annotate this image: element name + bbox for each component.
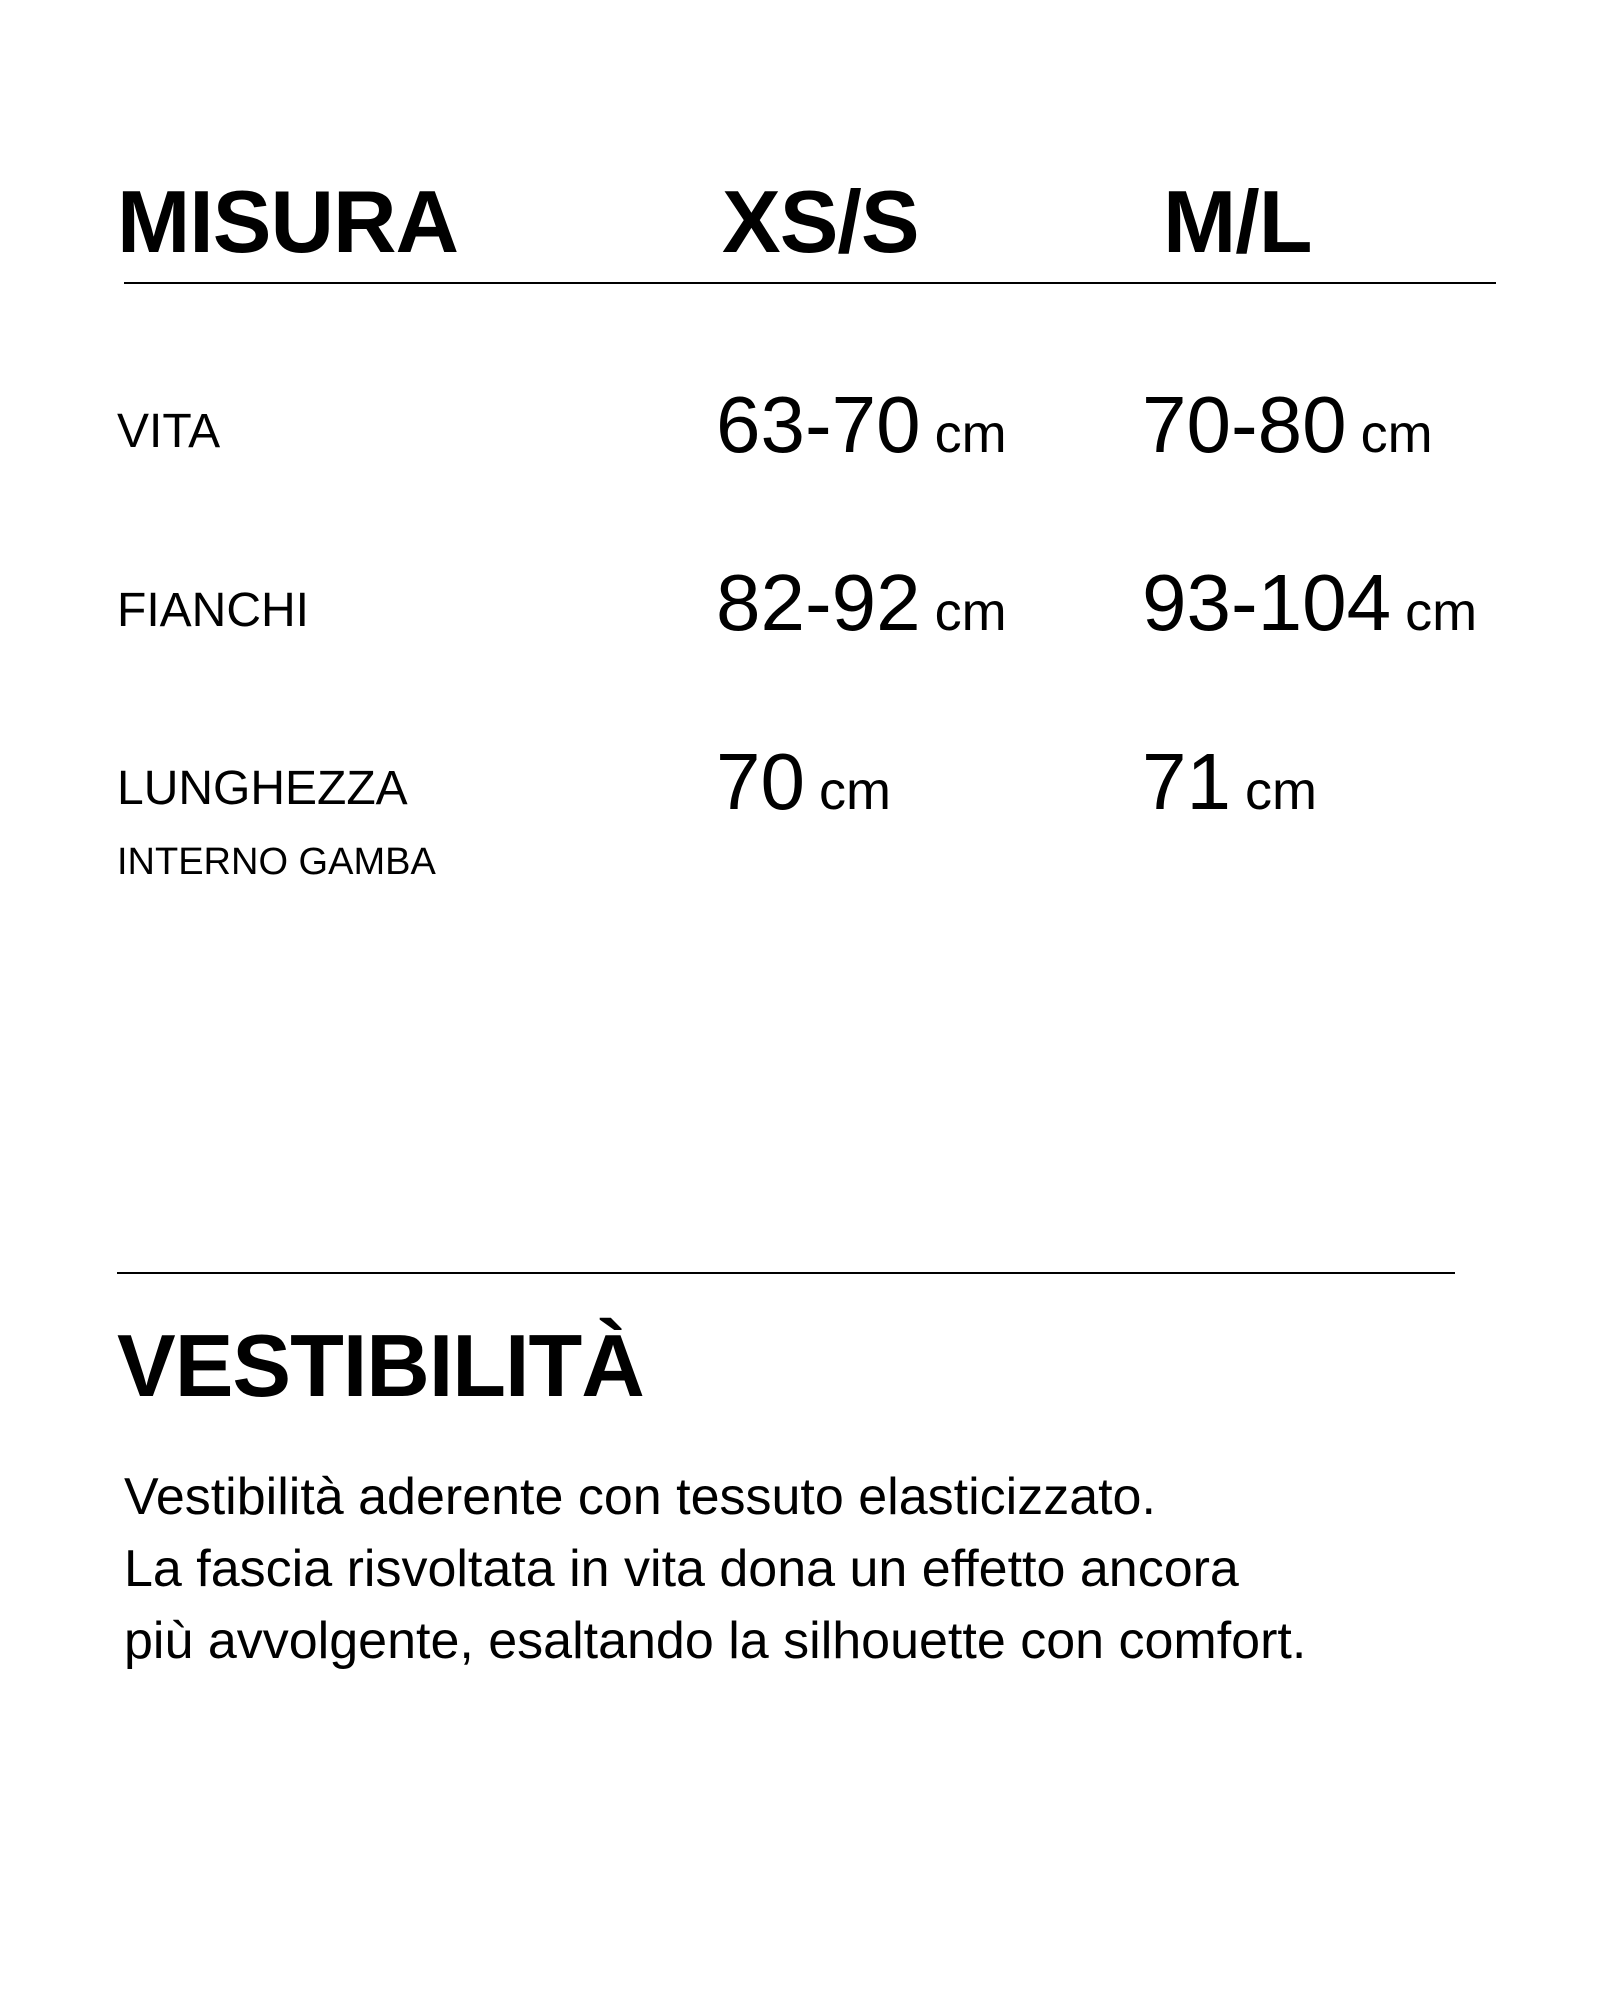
value-vita-m-l: 70-80 cm (1142, 380, 1433, 469)
value-lunghezza-xs-s: 70 cm (716, 737, 891, 826)
unit-label: cm (1244, 761, 1317, 821)
fit-description-line: più avvolgente, esaltando la silhouette con comfort. (124, 1612, 1307, 1670)
unit-label: cm (934, 582, 1007, 642)
fit-title: VESTIBILITÀ (117, 1316, 644, 1415)
fit-description-line: Vestibilità aderente con tessuto elasticizzato. (124, 1468, 1156, 1526)
size-table-header-label: MISURA (117, 172, 459, 271)
row-label-fianchi: FIANCHI (117, 584, 309, 637)
header-divider (124, 282, 1496, 284)
unit-label: cm (1360, 404, 1433, 464)
size-header-xs-s: XS/S (722, 172, 919, 271)
value-fianchi-m-l: 93-104 cm (1142, 558, 1478, 647)
unit-label: cm (934, 404, 1007, 464)
row-sublabel-interno-gamba: INTERNO GAMBA (117, 841, 436, 883)
section-divider (117, 1272, 1455, 1274)
fit-description (124, 1461, 1564, 1677)
value-vita-xs-s: 63-70 cm (716, 380, 1007, 469)
fit-description-line: La fascia risvoltata in vita dona un effetto ancora (124, 1540, 1239, 1598)
value-lunghezza-m-l: 71 cm (1142, 737, 1317, 826)
unit-label: cm (1405, 582, 1478, 642)
unit-label: cm (818, 761, 891, 821)
value-fianchi-xs-s: 82-92 cm (716, 558, 1007, 647)
size-header-m-l: M/L (1163, 172, 1312, 271)
row-label-vita: VITA (117, 405, 221, 458)
row-label-lunghezza: LUNGHEZZA (117, 762, 408, 815)
